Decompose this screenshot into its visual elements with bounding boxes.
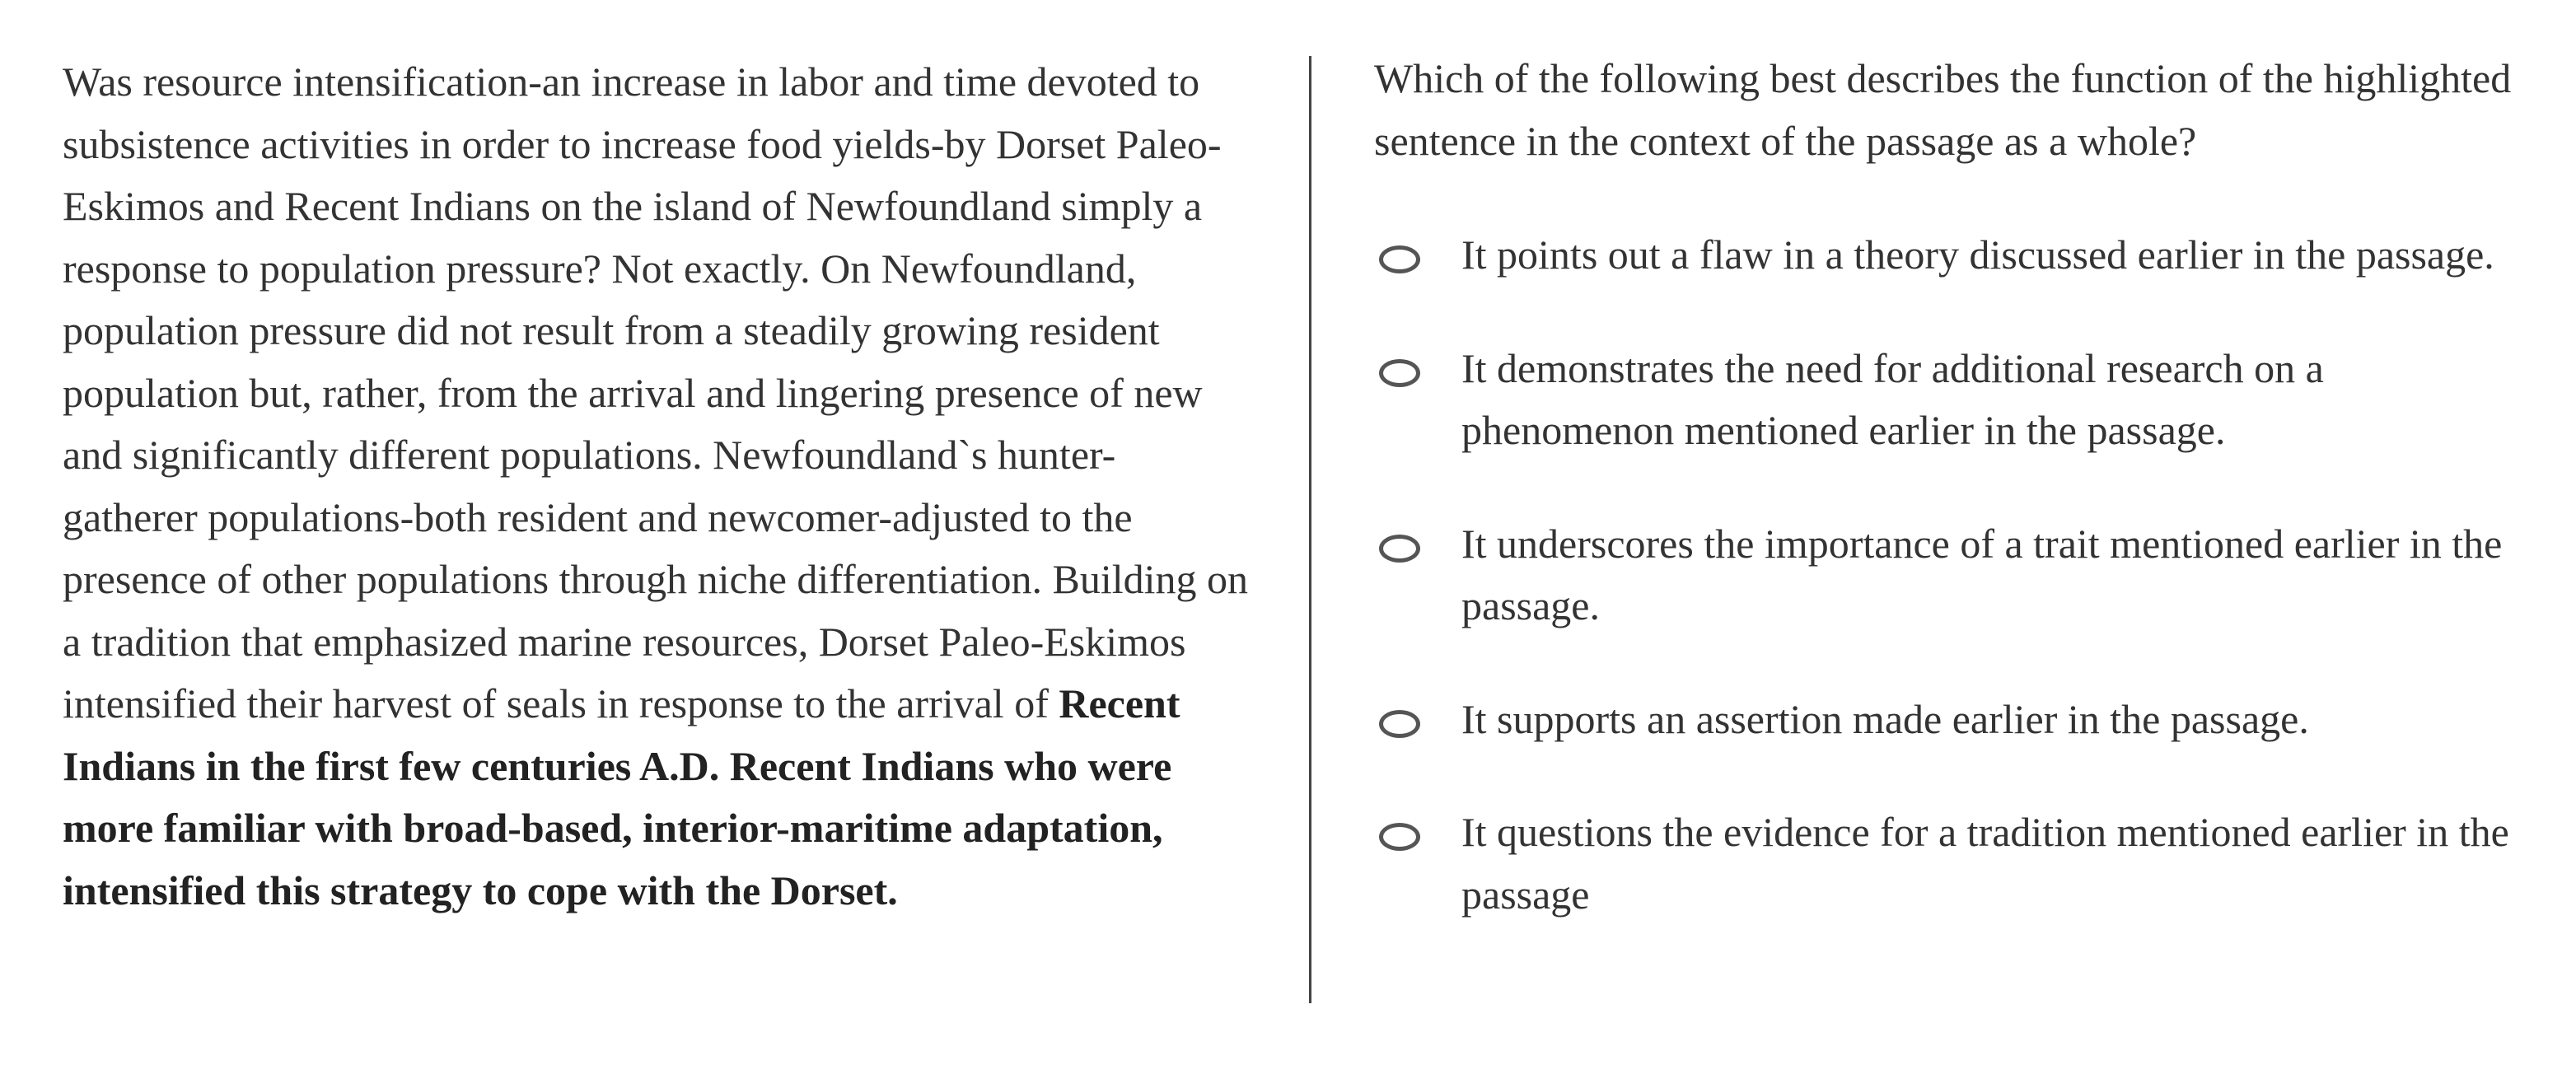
answer-option-c[interactable] [1374,513,2544,638]
answer-option-label: It questions the evidence for a tradition mentioned earlier in the passage [1461,809,2509,918]
radio-button-icon[interactable] [1379,359,1420,387]
answer-option-a[interactable] [1374,224,2544,287]
passage-text [63,51,1249,922]
radio-button-icon[interactable] [1379,710,1420,738]
radio-button-icon[interactable] [1379,535,1420,563]
answer-option-label: It underscores the importance of a trait mentioned earlier in the passage. [1461,520,2503,628]
answer-option-label: It demonstrates the need for additional research on a phenomenon mentioned earlier in the passage. [1461,344,2324,453]
radio-button-icon[interactable] [1379,823,1420,851]
answer-option-label: It points out a flaw in a theory discussed earlier in the passage. [1461,231,2494,278]
answer-option-d[interactable] [1374,689,2544,751]
column-divider [1309,56,1311,1003]
passage-body: Was resource intensification-an increase in labor and time devoted to subsistence activities in order to increase food yields-by Dorset Paleo-Eskimos and Recent Indians on the island of Newfoundland simply a response to population pressure? Not exactly. On Newfoundland, population pressure did not result from a steadily growing resident population but, rather, from the arrival and lingering presence of new and significantly different populations. Newfoundland`s hunter-gatherer populations-both resident and newcomer-adjusted to the presence of other populations through niche differentiation. Building on a tradition that emphasized marine resources, Dorset Paleo-Eskimos intensified their harvest of seals in response to the arrival of [63,58,1249,726]
radio-button-icon[interactable] [1379,245,1420,273]
answer-option-b[interactable] [1374,338,2544,462]
highlighted-sentence: Recent Indians in the first few centuries A.D. Recent Indians who were more familiar with broad-based, interior-maritime adaptation, intensified this strategy to cope with the Dorset. [63,680,1180,913]
answer-option-e[interactable] [1374,801,2544,926]
answer-choices [1374,224,2544,926]
answer-option-label: It supports an assertion made earlier in the passage. [1461,695,2309,742]
question-prompt: Which of the following best describes the function of the highlighted sentence in the context of the passage as a whole? [1374,55,2512,164]
